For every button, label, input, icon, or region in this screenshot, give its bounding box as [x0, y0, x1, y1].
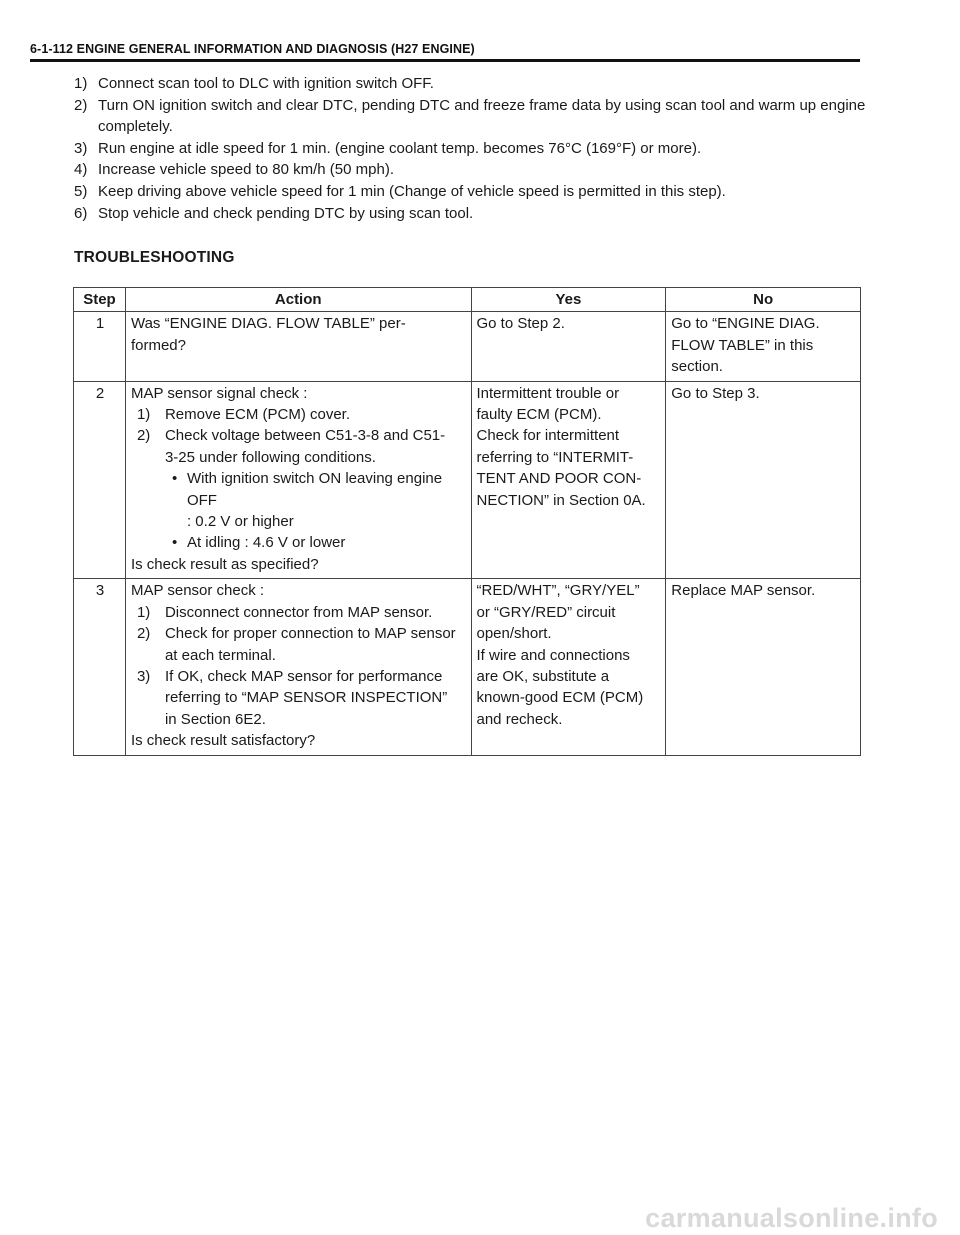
- header-rule: [30, 59, 860, 62]
- troubleshooting-table: [73, 287, 861, 756]
- watermark-text: carmanualsonline.info: [645, 1203, 938, 1233]
- action-substep: [131, 602, 467, 623]
- yes-line: If wire and connections: [476, 646, 630, 664]
- table-header-row: [74, 288, 861, 312]
- action-title: MAP sensor signal check :: [130, 384, 308, 402]
- action-cell: [125, 312, 471, 381]
- no-line: FLOW TABLE” in this: [671, 336, 814, 354]
- action-title: MAP sensor check :: [130, 582, 265, 600]
- yes-line: Check for intermittent: [476, 427, 620, 445]
- table-row: [74, 381, 861, 579]
- substep-text: at each terminal.: [164, 646, 276, 664]
- step-number: 2: [74, 381, 126, 579]
- section-heading: TROUBLESHOOTING: [74, 249, 235, 266]
- substep-text: Remove ECM (PCM) cover.: [164, 406, 351, 424]
- action-substep: [131, 666, 467, 687]
- procedure-step-text: Stop vehicle and check pending DTC by using scan tool.: [98, 204, 474, 222]
- procedure-step: [74, 203, 874, 225]
- yes-line: Intermittent trouble or: [476, 384, 620, 402]
- action-question: Is check result satisfactory?: [130, 732, 316, 750]
- substep-number: 1): [136, 406, 151, 424]
- procedure-step-text: Connect scan tool to DLC with ignition switch OFF.: [98, 75, 434, 92]
- bullet-cont: [165, 511, 467, 532]
- bullet-text: At idling : 4.6 V or lower: [186, 534, 346, 552]
- action-cell: [125, 579, 471, 755]
- header-action: Action: [125, 288, 471, 312]
- procedure-step: [74, 73, 874, 95]
- yes-line: Go to Step 2.: [476, 315, 565, 333]
- yes-line: faulty ECM (PCM).: [476, 406, 602, 424]
- page-header-title: 6-1-112 ENGINE GENERAL INFORMATION AND DIAGNOSIS (H27 ENGINE): [30, 42, 475, 56]
- yes-line: or “GRY/RED” circuit: [476, 603, 616, 621]
- page-header: [30, 42, 860, 62]
- procedure-step-number: 1): [74, 75, 88, 92]
- substep-text: If OK, check MAP sensor for performance: [164, 667, 443, 685]
- watermark: [0, 1195, 960, 1235]
- procedure-step-number: 3): [74, 139, 88, 157]
- no-cell: [666, 381, 861, 579]
- no-line: Go to “ENGINE DIAG.: [671, 315, 820, 333]
- yes-line: known-good ECM (PCM): [476, 689, 644, 707]
- no-cell: [666, 579, 861, 755]
- procedure-step-number: 4): [74, 161, 88, 179]
- action-substep-cont: [131, 709, 467, 730]
- action-substep-cont: [131, 645, 467, 666]
- bullet-text: : 0.2 V or higher: [186, 513, 294, 531]
- yes-line: NECTION” in Section 0A.: [476, 491, 646, 509]
- procedure-step-text: Increase vehicle speed to 80 km/h (50 mph).: [98, 161, 394, 179]
- action-line: Was “ENGINE DIAG. FLOW TABLE” per-: [130, 315, 406, 333]
- yes-line: “RED/WHT”, “GRY/YEL”: [476, 582, 640, 600]
- yes-line: referring to “INTERMIT-: [476, 448, 634, 466]
- action-substep-cont: [131, 687, 467, 708]
- bullet-text: With ignition switch ON leaving engine OFF: [186, 470, 443, 509]
- table-row: [74, 579, 861, 755]
- header-yes: Yes: [471, 288, 666, 312]
- substep-number: 1): [136, 603, 151, 621]
- action-line: formed?: [130, 336, 186, 354]
- substep-text: Disconnect connector from MAP sensor.: [164, 603, 433, 621]
- no-line: section.: [671, 358, 723, 376]
- no-cell: [666, 312, 861, 381]
- step-number: 1: [74, 312, 126, 381]
- yes-line: TENT AND POOR CON-: [476, 470, 642, 488]
- yes-line: and recheck.: [476, 710, 563, 728]
- substep-number: 2): [136, 427, 151, 445]
- bullet-dot-icon: •: [171, 470, 178, 488]
- procedure-step-text: Turn ON ignition switch and clear DTC, pending DTC and freeze frame data by using scan tool and warm up engine completely.: [98, 96, 866, 136]
- no-line: Replace MAP sensor.: [671, 582, 816, 600]
- yes-line: open/short.: [476, 625, 552, 643]
- bullet-item: [165, 468, 467, 511]
- substep-number: 2): [136, 625, 151, 643]
- procedure-step-number: 6): [74, 204, 88, 222]
- substep-text: Check voltage between C51-3-8 and C51-: [164, 427, 446, 445]
- yes-cell: [471, 579, 666, 755]
- yes-line: are OK, substitute a: [476, 667, 610, 685]
- step-number: 3: [74, 579, 126, 755]
- bullet-item: [165, 532, 467, 553]
- procedure-step-number: 2): [74, 96, 88, 114]
- action-substep: [131, 623, 467, 644]
- procedure-step: [74, 138, 874, 160]
- procedure-list: [74, 73, 874, 224]
- substep-text: Check for proper connection to MAP sensor: [164, 625, 456, 643]
- procedure-step: [74, 159, 874, 181]
- substep-number: 3): [136, 667, 151, 685]
- substep-text: referring to “MAP SENSOR INSPECTION”: [164, 689, 448, 707]
- action-cell: [125, 381, 471, 579]
- yes-cell: [471, 312, 666, 381]
- action-question: Is check result as specified?: [130, 555, 319, 573]
- no-line: Go to Step 3.: [671, 384, 760, 402]
- procedure-step-text: Keep driving above vehicle speed for 1 min (Change of vehicle speed is permitted in this step).: [98, 182, 726, 200]
- table-row: [74, 312, 861, 381]
- header-no: No: [666, 288, 861, 312]
- action-substep: [131, 425, 467, 446]
- yes-cell: [471, 381, 666, 579]
- procedure-step-number: 5): [74, 182, 88, 200]
- header-step: Step: [74, 288, 126, 312]
- action-substep-cont: [131, 447, 467, 468]
- substep-text: in Section 6E2.: [164, 710, 266, 728]
- procedure-step: [74, 181, 874, 203]
- procedure-step: [74, 95, 874, 138]
- bullet-dot-icon: •: [171, 534, 178, 552]
- procedure-step-text: Run engine at idle speed for 1 min. (engine coolant temp. becomes 76°C (169°F) or more).: [98, 139, 702, 157]
- action-bullet: [131, 468, 467, 554]
- substep-text: 3-25 under following conditions.: [164, 448, 376, 466]
- action-substep: [131, 404, 467, 425]
